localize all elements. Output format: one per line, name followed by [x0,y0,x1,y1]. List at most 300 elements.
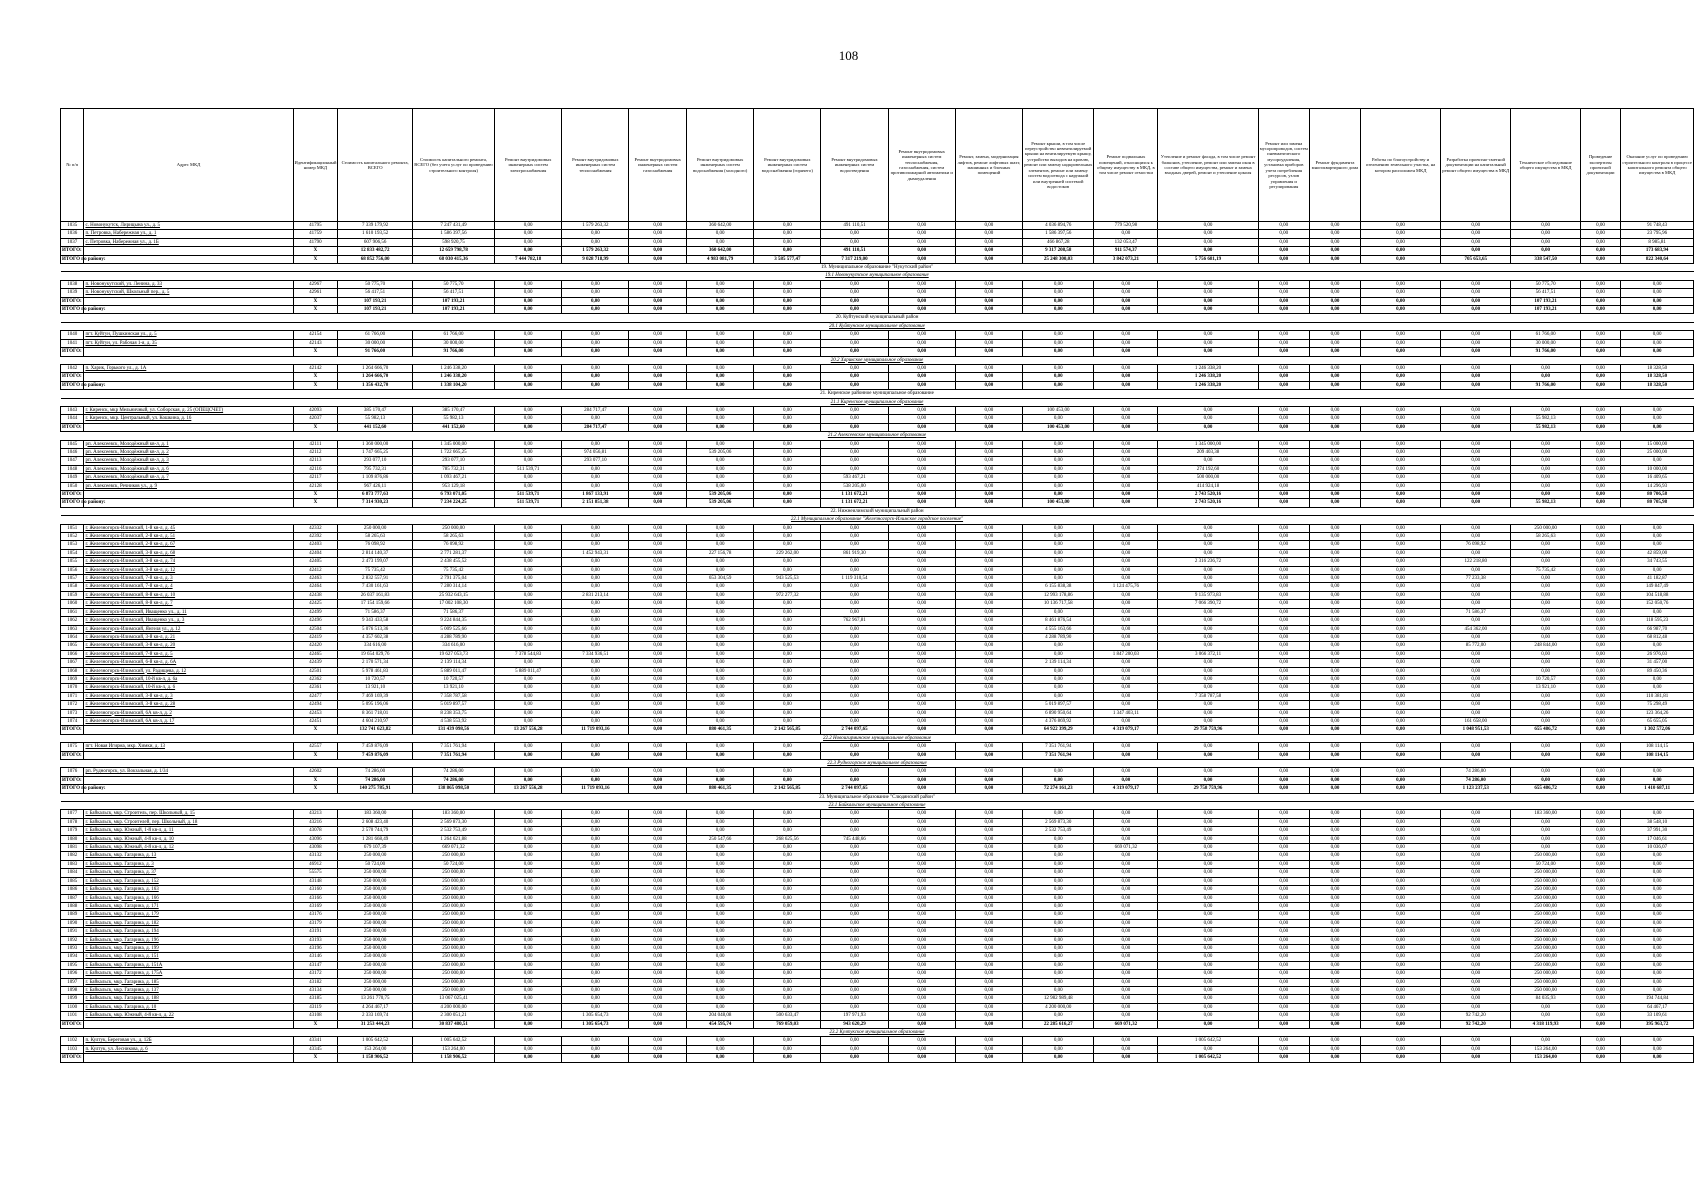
amount-cell: 0,00 [1022,667,1093,675]
capital-repair-table [60,108,1694,1063]
mkd-id-cell: 42420 [293,642,338,650]
amount-cell: 0,00 [888,919,955,927]
amount-cell: 0,00 [1158,928,1258,936]
amount-cell: 0,00 [754,818,821,826]
amount-cell: 0,00 [687,860,754,868]
amount-cell: 7 280 314,14 [412,583,494,591]
amount-cell: 0,00 [1309,877,1360,885]
amount-cell: 0,00 [1258,440,1309,448]
amount-cell: 0,00 [1094,944,1158,952]
amount-cell: 0,00 [1022,381,1093,389]
amount-cell: 0,00 [1309,692,1360,700]
amount-cell: 250 000,00 [1511,869,1580,877]
amount-cell: 0,00 [955,499,1022,507]
amount-cell: 0,00 [1580,238,1621,246]
amount-cell: 598 920,75 [412,238,494,246]
amount-cell: 0,00 [888,1020,955,1028]
amount-cell: 0,00 [562,986,629,994]
table-row [61,331,1694,339]
amount-cell: 0,00 [1022,902,1093,910]
amount-cell: 0,00 [888,953,955,961]
amount-cell: 68 852 756,00 [338,255,413,263]
amount-cell: 1 264 621,88 [412,835,494,843]
amount-cell: 0,00 [821,953,888,961]
amount-cell: 0,00 [821,465,888,473]
amount-cell: 0,00 [1511,373,1580,381]
amount-cell: 55 982,13 [412,415,494,423]
amount-cell: 0,00 [1621,919,1694,927]
amount-cell: 0,00 [562,701,629,709]
amount-cell: 2 814 140,37 [338,549,413,557]
amount-cell: 0,00 [687,406,754,414]
amount-cell: 0,00 [955,961,1022,969]
amount-cell: 0,00 [687,667,754,675]
amount-cell: 0,00 [1511,818,1580,826]
amount-cell: 0,00 [888,600,955,608]
amount-cell: 3 842 073,21 [1094,255,1158,263]
address-cell: г. Железногорск-Илимский, 3-й кв-л, д. 21 [84,633,293,641]
row-number: 1050 [61,482,84,490]
amount-cell: 0,00 [1309,491,1360,499]
amount-cell: 0,00 [821,675,888,683]
table-row [61,457,1694,465]
column-header: Стоимость капитального ремонта, ВСЕГО [338,109,413,222]
mkd-id-cell: 43132 [293,852,338,860]
amount-cell: 0,00 [1158,818,1258,826]
amount-cell: 967 426,11 [338,482,413,490]
amount-cell: 0,00 [1361,776,1441,784]
amount-cell: 50 724,00 [412,860,494,868]
amount-cell: 0,00 [495,549,562,557]
amount-cell: 0,00 [629,533,687,541]
amount-cell: 1 345 000,00 [1158,440,1258,448]
amount-cell: 0,00 [495,524,562,532]
amount-cell: 0,00 [1022,491,1093,499]
amount-cell: 0,00 [1441,633,1511,641]
mkd-id-cell: 42113 [293,457,338,465]
amount-cell: 61 766,00 [412,331,494,339]
amount-cell: 0,00 [1580,1003,1621,1011]
amount-cell: 0,00 [629,818,687,826]
amount-cell: 0,00 [495,222,562,230]
column-header: Работы по благоустройству и озеленению земельного участка, на котором расположен МКД [1361,109,1441,222]
amount-cell: 0,00 [1580,902,1621,910]
amount-cell: 250 000,00 [1511,877,1580,885]
amount-cell: 0,00 [888,364,955,372]
amount-cell: 0,00 [1158,953,1258,961]
amount-cell: 0,00 [495,869,562,877]
amount-cell: 0,00 [754,1003,821,1011]
row-number: 1087 [61,894,84,902]
amount-cell: 0,00 [955,642,1022,650]
amount-cell: 0,00 [562,642,629,650]
amount-cell: 0,00 [1158,970,1258,978]
amount-cell: 0,00 [1309,373,1360,381]
amount-cell: 0,00 [495,701,562,709]
amount-cell: 100 453,00 [1022,499,1093,507]
amount-cell: 0,00 [1361,625,1441,633]
amount-cell: 0,00 [1361,339,1441,347]
table-row [61,936,1694,944]
amount-cell: 0,00 [1361,1012,1441,1020]
amount-cell: 0,00 [687,768,754,776]
amount-cell: 0,00 [955,381,1022,389]
amount-cell: 250 000,00 [1511,919,1580,927]
table-row [61,633,1694,641]
amount-cell: 25 248 300,03 [1022,255,1093,263]
address-cell: г. Железногорск-Илимский, 2-й кв-л, д. 51 [84,533,293,541]
amount-cell: 22 285 616,27 [1022,1020,1093,1028]
subsection-heading: 22.1 Муниципальное образование "Железногорск-Илимское городское поселение" [61,516,1694,524]
amount-cell: 0,00 [821,743,888,751]
amount-cell: 0,00 [955,860,1022,868]
amount-cell: 0,00 [955,1003,1022,1011]
address-cell: г. Киренск, мкр Мельничный, ул. Соборская, д. 25 (ОПЕЦСЧЕТ) [84,406,293,414]
amount-cell: 414 924,18 [1158,482,1258,490]
amount-cell: 23 795,96 [1621,230,1694,238]
amount-cell: 0,00 [562,751,629,759]
amount-cell: 0,00 [687,877,754,885]
amount-cell: 0,00 [1094,541,1158,549]
amount-cell: 0,00 [1022,986,1093,994]
amount-cell: 0,00 [821,448,888,456]
mkd-id-cell: 42154 [293,331,338,339]
subsection-heading-row [61,760,1694,768]
mkd-id-cell: 42404 [293,549,338,557]
amount-cell: 0,00 [1580,617,1621,625]
section-heading-row [61,507,1694,515]
amount-cell: 0,00 [1580,650,1621,658]
amount-cell: 0,00 [1361,524,1441,532]
amount-cell: 0,00 [1441,919,1511,927]
amount-cell: 0,00 [754,381,821,389]
amount-cell: 91 748,43 [1621,222,1694,230]
amount-cell: 0,00 [562,852,629,860]
amount-cell: 0,00 [754,886,821,894]
amount-cell: 138 865 098,50 [412,785,494,793]
amount-cell: 0,00 [1258,852,1309,860]
row-number: 1098 [61,986,84,994]
address-cell: г. Железногорск-Илимский, 8-й кв-л, д. 10 [84,591,293,599]
amount-cell: 0,00 [754,709,821,717]
amount-cell: 0,00 [629,659,687,667]
amount-cell: 0,00 [1309,474,1360,482]
amount-cell: 0,00 [1094,751,1158,759]
amount-cell: 0,00 [821,667,888,675]
mkd-id-cell: 42419 [293,633,338,641]
amount-cell: 4 036 894,76 [1022,222,1093,230]
amount-cell: 0,00 [1158,415,1258,423]
amount-cell: 0,00 [1158,944,1258,952]
amount-cell: 0,00 [687,440,754,448]
amount-cell: 0,00 [629,541,687,549]
amount-cell: 0,00 [1441,650,1511,658]
amount-cell: 0,00 [1158,902,1258,910]
amount-cell: 0,00 [1022,289,1093,297]
amount-cell: 25 932 643,15 [412,591,494,599]
amount-cell: 0,00 [495,558,562,566]
amount-cell: 1 246 338,20 [1158,373,1258,381]
amount-cell: 0,00 [1511,650,1580,658]
amount-cell: 0,00 [1258,886,1309,894]
amount-cell: 0,00 [629,860,687,868]
amount-cell: 0,00 [687,474,754,482]
section-heading: 23. Муниципальное образование "Слюдянский район" [61,793,1694,801]
amount-cell: 0,00 [955,928,1022,936]
amount-cell: 0,00 [1621,894,1694,902]
amount-cell: 0,00 [1094,986,1158,994]
amount-cell: 0,00 [1361,852,1441,860]
amount-cell: 0,00 [888,491,955,499]
amount-cell: 0,00 [1309,701,1360,709]
amount-cell: 0,00 [1580,608,1621,616]
amount-cell: 197 971,93 [821,1012,888,1020]
amount-cell: 0,00 [1022,297,1093,305]
amount-cell: 0,00 [1361,726,1441,734]
amount-cell: 0,00 [1158,835,1258,843]
amount-cell: 17 046,61 [1621,835,1694,843]
amount-cell: 491 110,51 [821,222,888,230]
amount-cell: 0,00 [562,675,629,683]
address-cell [84,423,293,431]
amount-cell: 0,00 [1361,785,1441,793]
amount-cell: 0,00 [687,1045,754,1053]
amount-cell: 0,00 [495,877,562,885]
amount-cell: 13 267 556,28 [495,726,562,734]
amount-cell: 4 200 000,00 [412,1003,494,1011]
amount-cell: 31 253 444,23 [338,1020,413,1028]
amount-cell: 0,00 [955,566,1022,574]
table-row [61,659,1694,667]
amount-cell: 0,00 [1094,659,1158,667]
amount-cell: 593 467,21 [821,474,888,482]
table-row [61,919,1694,927]
amount-cell: 0,00 [1511,491,1580,499]
address-cell: п. Култук, Береговая ул., д. 12Б [84,1037,293,1045]
amount-cell: 0,00 [687,238,754,246]
amount-cell: 250 000,00 [1511,928,1580,936]
amount-cell: 0,00 [1022,844,1093,852]
amount-cell: 0,00 [821,936,888,944]
amount-cell: 0,00 [754,667,821,675]
amount-cell: 250 000,00 [412,902,494,910]
amount-cell: 250 000,00 [338,919,413,927]
amount-cell: 293 077,10 [562,457,629,465]
amount-cell: 0,00 [888,339,955,347]
amount-cell: 0,00 [1580,1037,1621,1045]
amount-cell: 0,00 [1258,743,1309,751]
amount-cell: 100 453,00 [1022,423,1093,431]
amount-cell: 75 735,42 [338,566,413,574]
amount-cell: 0,00 [1309,625,1360,633]
amount-cell: 13 921,10 [1511,684,1580,692]
amount-cell: 0,00 [1361,743,1441,751]
amount-cell: 7 351 761,94 [412,751,494,759]
amount-cell: 58 265,63 [1511,533,1580,541]
subsection-heading: 21.2 Алексеевское муниципальное образование [61,432,1694,440]
address-cell: г. Железногорск-Илимский, 3-й кв-л, д. 12 [84,566,293,574]
amount-cell: 0,00 [1309,541,1360,549]
amount-cell: 0,00 [1022,961,1093,969]
amount-cell: 152 050,76 [1621,600,1694,608]
table-row [61,625,1694,633]
amount-cell: 0,00 [1258,541,1309,549]
amount-cell: 250 000,00 [1511,911,1580,919]
amount-cell: 0,00 [754,331,821,339]
amount-cell: 0,00 [1511,474,1580,482]
amount-cell: 0,00 [629,869,687,877]
amount-cell: 0,00 [955,297,1022,305]
amount-cell: 0,00 [1094,339,1158,347]
amount-cell: 2 170 571,34 [338,659,413,667]
amount-cell: 0,00 [1022,306,1093,314]
mkd-id-cell: X [293,499,338,507]
amount-cell: 5 889 011,47 [412,667,494,675]
amount-cell: 0,00 [1022,978,1093,986]
amount-cell: 0,00 [1258,482,1309,490]
amount-cell: 974 056,81 [562,448,629,456]
amount-cell: 0,00 [1361,549,1441,557]
amount-cell: 1 264 666,70 [338,364,413,372]
amount-cell: 6 793 071,05 [412,491,494,499]
amount-cell: 0,00 [495,835,562,843]
amount-cell: 0,00 [1309,448,1360,456]
table-row [61,1037,1694,1045]
amount-cell: 0,00 [1580,659,1621,667]
table-row [61,642,1694,650]
amount-cell: 274 192,60 [1158,465,1258,473]
row-number: 1056 [61,566,84,574]
amount-cell: 0,00 [821,877,888,885]
row-number: 1082 [61,852,84,860]
amount-cell: 0,00 [1094,591,1158,599]
amount-cell: 0,00 [1309,633,1360,641]
amount-cell: 0,00 [562,659,629,667]
amount-cell: 0,00 [629,675,687,683]
amount-cell: 107 193,21 [1511,306,1580,314]
amount-cell: 250 000,00 [412,877,494,885]
amount-cell: 0,00 [888,986,955,994]
row-number: 1053 [61,541,84,549]
amount-cell: 0,00 [1094,919,1158,927]
amount-cell: 0,00 [1258,1003,1309,1011]
amount-cell: 0,00 [1511,583,1580,591]
amount-cell: 795 732,31 [338,465,413,473]
amount-cell: 0,00 [562,348,629,356]
amount-cell: 0,00 [754,751,821,759]
amount-cell: 0,00 [1158,1020,1258,1028]
amount-cell: 0,00 [1258,835,1309,843]
amount-cell: 0,00 [687,810,754,818]
amount-cell: 0,00 [888,827,955,835]
mkd-id-cell: 42117 [293,474,338,482]
amount-cell: 0,00 [955,717,1022,725]
row-number: ИТОГО по району: [62,382,106,388]
amount-cell: 1 579 263,32 [562,222,629,230]
column-header: Разработка проектно-сметной документации на капитальный ремонт общего имущества в МКД [1441,109,1511,222]
amount-cell: 2 791 375,04 [412,575,494,583]
amount-cell: 0,00 [1361,768,1441,776]
amount-cell: 0,00 [629,642,687,650]
amount-cell: 0,00 [955,348,1022,356]
amount-cell: 0,00 [1441,364,1511,372]
amount-cell: 0,00 [1309,524,1360,532]
amount-cell: 0,00 [1158,306,1258,314]
amount-cell: 1 124 475,76 [1094,583,1158,591]
amount-cell: 0,00 [1580,667,1621,675]
amount-cell: 0,00 [1158,549,1258,557]
amount-cell: 25 000,00 [1621,448,1694,456]
amount-cell: 0,00 [629,491,687,499]
amount-cell: 107 193,21 [338,297,413,305]
amount-cell: 0,00 [955,280,1022,288]
amount-cell: 0,00 [1441,953,1511,961]
amount-cell: 0,00 [629,701,687,709]
row-number: ИТОГО: [61,348,84,356]
amount-cell: 0,00 [1441,566,1511,574]
amount-cell: 0,00 [1441,751,1511,759]
amount-cell: 0,00 [1094,852,1158,860]
amount-cell: 0,00 [687,465,754,473]
amount-cell: 0,00 [821,961,888,969]
amount-cell: 153 264,00 [338,1045,413,1053]
amount-cell: 0,00 [687,894,754,902]
amount-cell: 0,00 [562,482,629,490]
address-cell [84,776,293,784]
amount-cell: 1 579 263,32 [562,247,629,255]
amount-cell: 0,00 [687,743,754,751]
amount-cell: 0,00 [1309,894,1360,902]
section-heading: 21. Киренское районное муниципальное образование [61,390,1694,398]
row-number: 1060 [61,600,84,608]
address-cell: п. Новонукутский, Школьный пер., д. 5 [84,289,293,297]
amount-cell: 0,00 [1621,902,1694,910]
amount-cell: 0,00 [495,961,562,969]
amount-cell: 0,00 [562,944,629,952]
amount-cell: 0,00 [754,406,821,414]
table-row [61,558,1694,566]
mkd-id-cell: 42116 [293,465,338,473]
amount-cell: 0,00 [821,457,888,465]
amount-cell: 0,00 [687,541,754,549]
amount-cell: 0,00 [1158,961,1258,969]
amount-cell: 0,00 [1258,860,1309,868]
amount-cell: 100 453,00 [1022,406,1093,414]
amount-cell: 0,00 [687,339,754,347]
amount-cell: 454 595,74 [687,1020,754,1028]
amount-cell: 0,00 [955,331,1022,339]
amount-cell: 0,00 [1441,667,1511,675]
row-number: 1078 [61,818,84,826]
amount-cell: 0,00 [888,1003,955,1011]
amount-cell: 0,00 [687,818,754,826]
amount-cell: 0,00 [687,844,754,852]
amount-cell: 0,00 [1621,280,1694,288]
amount-cell: 0,00 [754,642,821,650]
amount-cell: 0,00 [888,726,955,734]
amount-cell: 0,00 [955,810,1022,818]
table-row [61,818,1694,826]
amount-cell: 0,00 [562,339,629,347]
amount-cell: 0,00 [562,692,629,700]
column-header: Ремонт подвальных помещений, относящихся к общему имуществу в МКД, в том числе ремонт отмостки [1094,109,1158,222]
amount-cell: 2 569 873,30 [1022,818,1093,826]
amount-cell: 0,00 [1158,869,1258,877]
table-row [61,533,1694,541]
amount-cell: 0,00 [1441,944,1511,952]
amount-cell: 0,00 [1094,667,1158,675]
amount-cell: 0,00 [888,306,955,314]
